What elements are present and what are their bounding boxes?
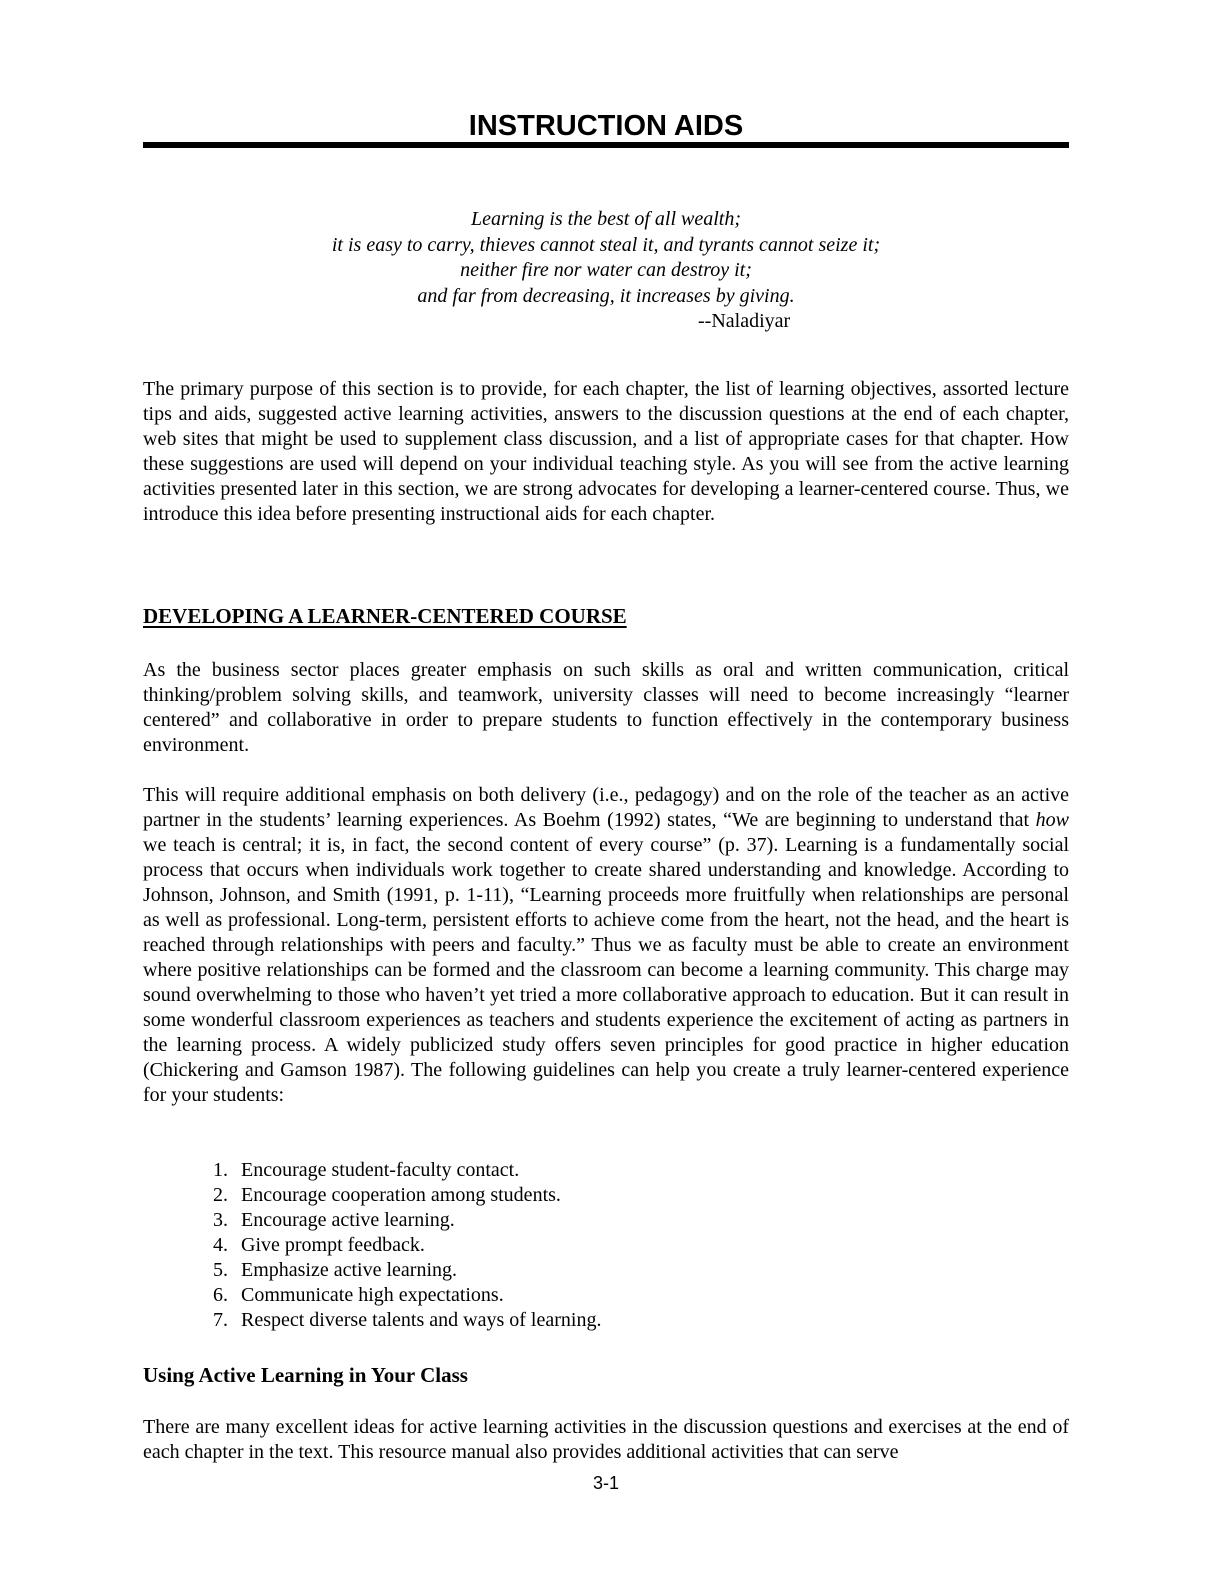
epigraph-line: it is easy to carry, thieves cannot steal it, and tyrants cannot seize it;: [331, 233, 881, 256]
epigraph-line: Learning is the best of all wealth;: [471, 208, 741, 230]
epigraph-attribution: --Naladiyar: [698, 310, 791, 332]
list-item-text: Encourage cooperation among students.: [241, 1184, 561, 1206]
list-item-text: Emphasize active learning.: [241, 1259, 458, 1281]
list-item: [213, 1208, 601, 1233]
page-title: INSTRUCTION AIDS: [468, 110, 744, 142]
guidelines-list: [213, 1158, 601, 1333]
list-item-number: 7.: [213, 1309, 228, 1331]
list-item: [213, 1308, 601, 1333]
list-item-text: Give prompt feedback.: [241, 1234, 425, 1256]
list-item-number: 4.: [213, 1234, 228, 1256]
list-item: [213, 1233, 601, 1258]
list-item-number: 3.: [213, 1209, 228, 1231]
list-item-number: 2.: [213, 1184, 228, 1206]
epigraph-line: and far from decreasing, it increases by giving.: [417, 284, 795, 307]
list-item-text: Communicate high expectations.: [241, 1284, 504, 1306]
list-item-text: Respect diverse talents and ways of learning.: [241, 1309, 602, 1331]
list-item-number: 6.: [213, 1284, 228, 1306]
list-item-text: Encourage student-faculty contact.: [241, 1159, 520, 1181]
paragraph-text: we teach is central; it is, in fact, the second content of every course” (p. 37). Learning is a fundamentally social process that occurs when individuals work together to create shared understanding and knowledge. According to Johnson, Johnson, and Smith (1991, p. 1-11), “Learning proceeds more fruitfully when relationships are personal as well as professional. Long-term, persistent efforts to achieve come from the heart, not the head, and the heart is reached through relationships with peers and faculty.” Thus we as faculty must be able to create an environment where positive relationships can be formed and the classroom can become a learning community. This charge may sound overwhelming to those who haven’t yet tried a more collaborative approach to education. But it can result in some wonderful classroom experiences as teachers and students experience the excitement of acting as partners in the learning process. A widely publicized study offers seven principles for good practice in higher education (Chickering and Gamson 1987). The following guidelines can help you create a truly learner-centered experience for your students:: [143, 834, 1069, 1106]
list-item-text: Encourage active learning.: [241, 1209, 455, 1231]
title-underline-rule: [143, 142, 1069, 148]
emphasized-word: how: [1035, 809, 1069, 831]
paragraph-text: This will require additional emphasis on both delivery (i.e., pedagogy) and on the role of the teacher as an active partner in the students’ learning experiences. As Boehm (1992) states, “We are beginning to understand that: [143, 784, 1069, 831]
subsection-heading: Using Active Learning in Your Class: [143, 1363, 468, 1387]
epigraph: [143, 207, 1069, 335]
subsection-paragraph: There are many excellent ideas for active learning activities in the discussion questions and exercises at the end of each chapter in the text. This resource manual also provides additional activities that can serve: [143, 1416, 1069, 1463]
list-item-number: 1.: [213, 1159, 228, 1181]
list-item: [213, 1183, 601, 1208]
list-item: [213, 1258, 601, 1283]
section-paragraph-2: [143, 783, 1069, 1108]
intro-paragraph: The primary purpose of this section is to provide, for each chapter, the list of learning objectives, assorted lecture tips and aids, suggested active learning activities, answers to the discussion questions at the end of each chapter, web sites that might be used to supplement class discussion, and a list of appropriate cases for that chapter. How these suggestions are used will depend on your individual teaching style. As you will see from the active learning activities presented later in this section, we are strong advocates for developing a learner-centered course. Thus, we introduce this idea before presenting instructional aids for each chapter.: [143, 378, 1069, 525]
section-paragraph-1: As the business sector places greater emphasis on such skills as oral and written communication, critical thinking/problem solving skills, and teamwork, university classes will need to become increasingly “learner centered” and collaborative in order to prepare students to function effectively in the contemporary business environment.: [143, 659, 1069, 756]
list-item-number: 5.: [213, 1259, 228, 1281]
page-number: 3-1: [592, 1473, 619, 1493]
list-item: [213, 1283, 601, 1308]
section-heading: DEVELOPING A LEARNER-CENTERED COURSE: [143, 604, 627, 628]
epigraph-line: neither fire nor water can destroy it;: [460, 259, 752, 281]
list-item: [213, 1158, 601, 1183]
